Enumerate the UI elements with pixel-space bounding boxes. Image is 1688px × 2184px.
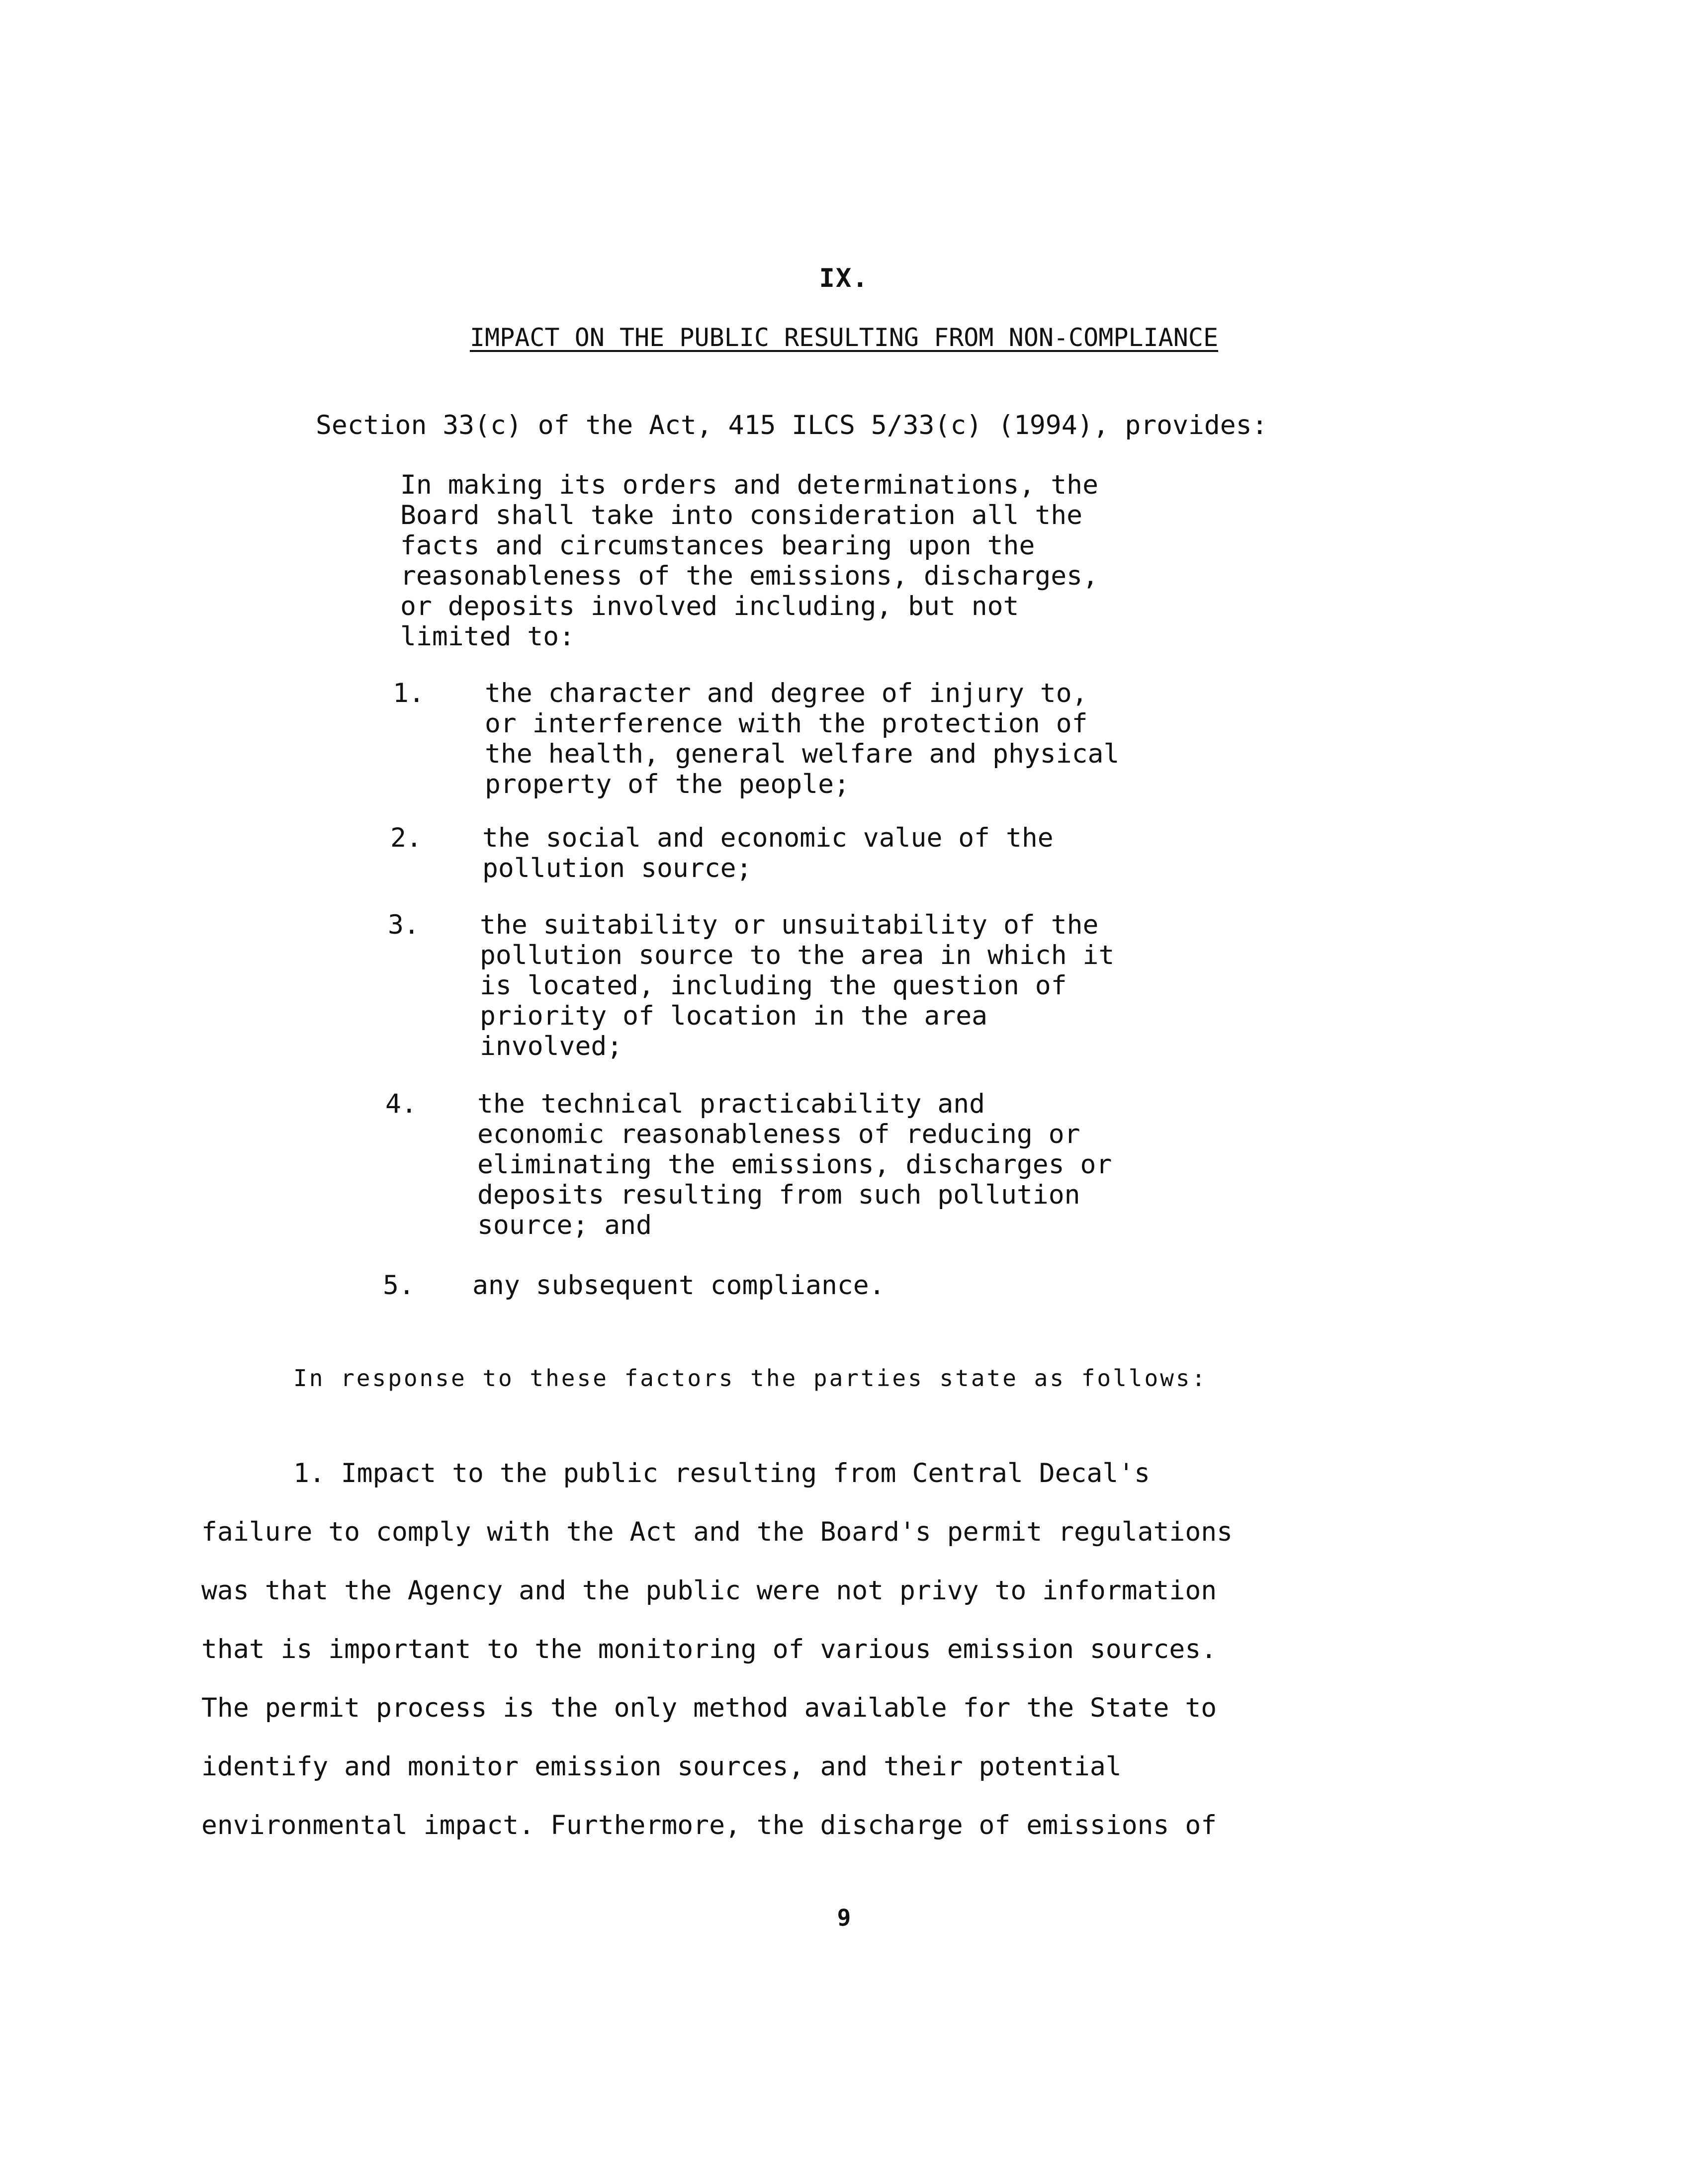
factor-line: or interference with the protection of xyxy=(485,708,1088,739)
factor-line: priority of location in the area xyxy=(480,1001,988,1031)
section-number: IX. xyxy=(819,263,869,293)
quote-line: reasonableness of the emissions, discharges, xyxy=(400,561,1098,591)
factor-number: 3. xyxy=(388,910,420,940)
quote-line: limited to: xyxy=(400,621,575,652)
factor-line: property of the people; xyxy=(485,769,850,799)
body-paragraph xyxy=(201,1444,1395,1855)
body-line: failure to comply with the Act and the Board's permit regulations xyxy=(201,1517,1233,1547)
quote-line: or deposits involved including, but not xyxy=(400,591,1019,621)
body-line: was that the Agency and the public were not privy to information xyxy=(201,1575,1217,1606)
response-sentence: In response to these factors the parties state as follows: xyxy=(293,1365,1208,1392)
intro-sentence: Section 33(c) of the Act, 415 ILCS 5/33(c) (1994), provides: xyxy=(316,410,1268,440)
page-number: 9 xyxy=(837,1904,851,1931)
body-line: identify and monitor emission sources, and their potential xyxy=(201,1751,1122,1782)
factor-line: source; and xyxy=(477,1210,652,1240)
factor-text xyxy=(477,1089,1253,1240)
factor-number: 2. xyxy=(390,823,422,853)
factor-line: the social and economic value of the xyxy=(482,823,1054,853)
body-line: 1. Impact to the public resulting from Central Decal's xyxy=(293,1458,1151,1488)
quote-line: facts and circumstances bearing upon the xyxy=(400,530,1035,561)
body-line: that is important to the monitoring of various emission sources. xyxy=(201,1634,1217,1664)
factor-text xyxy=(472,1270,1248,1301)
statute-quote xyxy=(400,470,1245,652)
factor-line: pollution source to the area in which it xyxy=(480,940,1115,970)
section-title: IMPACT ON THE PUBLIC RESULTING FROM NON-COMPLIANCE xyxy=(469,323,1219,352)
factor-text xyxy=(485,678,1260,799)
factor-line: pollution source; xyxy=(482,853,752,883)
quote-line: In making its orders and determinations, the xyxy=(400,470,1098,500)
factor-text xyxy=(482,823,1258,883)
factor-line: any subsequent compliance. xyxy=(472,1270,885,1301)
factor-line: economic reasonableness of reducing or xyxy=(477,1119,1080,1149)
factor-number: 1. xyxy=(393,678,425,708)
factor-line: is located, including the question of xyxy=(480,970,1067,1001)
quote-line: Board shall take into consideration all the xyxy=(400,500,1083,530)
factor-text xyxy=(480,910,1255,1061)
factor-line: the character and degree of injury to, xyxy=(485,678,1088,708)
factor-line: the suitability or unsuitability of the xyxy=(480,910,1099,940)
factor-number: 4. xyxy=(385,1089,417,1119)
factor-line: involved; xyxy=(480,1031,623,1061)
factor-line: the technical practicability and xyxy=(477,1089,985,1119)
factor-line: the health, general welfare and physical xyxy=(485,739,1120,769)
factor-number: 5. xyxy=(383,1270,415,1301)
body-line: The permit process is the only method available for the State to xyxy=(201,1693,1217,1723)
factor-line: eliminating the emissions, discharges or xyxy=(477,1149,1112,1180)
factor-line: deposits resulting from such pollution xyxy=(477,1180,1080,1210)
body-line: environmental impact. Furthermore, the discharge of emissions of xyxy=(201,1810,1217,1840)
